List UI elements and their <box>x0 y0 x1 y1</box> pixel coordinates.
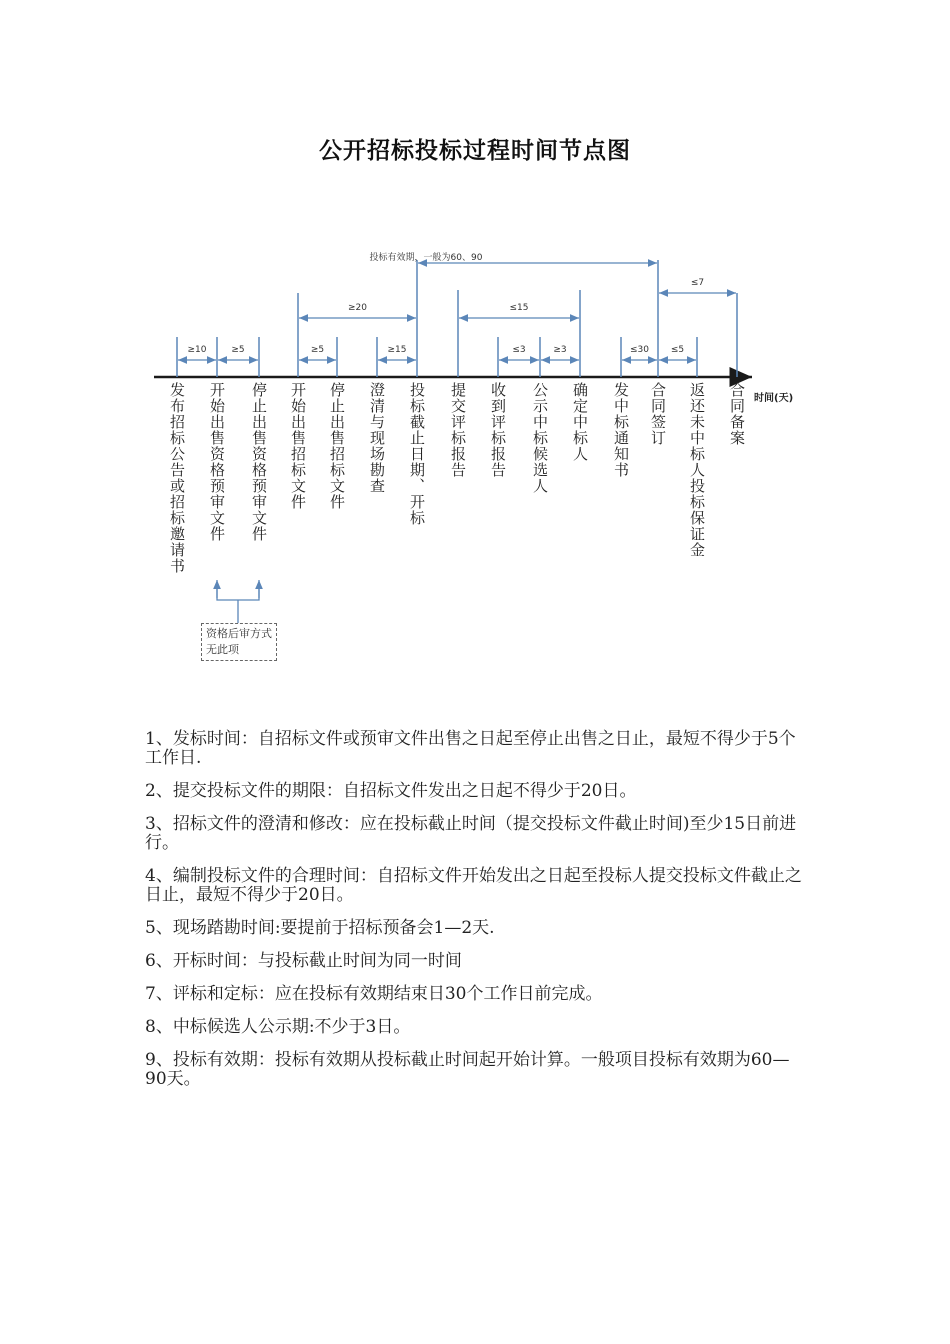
milestone-label: 发中标通知书 <box>612 382 630 478</box>
note-item: 4、编制投标文件的合理时间：自招标文件开始发出之日起至投标人提交投标文件截止之日止，最短不得少于20日。 <box>145 866 802 905</box>
note-bracket <box>217 587 259 600</box>
milestone-label: 澄清与现场勘查 <box>368 382 386 494</box>
milestone-label: 合同签订 <box>649 382 667 446</box>
span-label: ≥15 <box>387 345 407 355</box>
note-item: 5、现场踏勘时间:要提前于招标预备会1—2天. <box>145 918 495 938</box>
span-label: ≤3 <box>512 345 526 355</box>
note-item: 9、投标有效期：投标有效期从投标截止时间起开始计算。一般项目投标有效期为60—90天。 <box>145 1050 790 1089</box>
span-label: ≥5 <box>310 345 325 355</box>
span-label: ≥5 <box>231 345 245 355</box>
span-label: ≤5 <box>670 345 685 355</box>
note-item: 3、招标文件的澄清和修改：应在投标截止时间（提交投标文件截止时间)至少15日前进行。 <box>145 814 797 853</box>
timeline-diagram <box>140 230 820 700</box>
note-item: 6、开标时间：与投标截止时间为同一时间 <box>145 951 462 971</box>
note-box: 资格后审方式无此项 <box>201 623 277 661</box>
milestone-label: 停止出售资格预审文件 <box>250 382 268 542</box>
axis-label: 时间(天) <box>754 393 794 404</box>
milestone-label: 发布招标公告或招标邀请书 <box>168 382 186 574</box>
milestone-label: 投标截止日期、开标 <box>408 382 426 526</box>
page-title: 公开招标投标过程时间节点图 <box>319 138 631 164</box>
milestone-label: 返还未中标人投标保证金 <box>688 382 706 558</box>
note-item: 7、评标和定标：应在投标有效期结束日30个工作日前完成。 <box>145 984 603 1004</box>
milestone-label: 开始出售资格预审文件 <box>208 382 226 542</box>
milestone-label: 开始出售招标文件 <box>289 382 307 510</box>
note-item: 2、提交投标文件的期限：自招标文件发出之日起不得少于20日。 <box>145 781 637 801</box>
milestone-label: 收到评标报告 <box>489 382 507 478</box>
milestone-label: 公示中标候选人 <box>531 382 549 494</box>
span-label: ≥3 <box>553 345 567 355</box>
milestone-label: 确定中标人 <box>571 382 589 462</box>
span-label: ≤30 <box>630 345 649 355</box>
span-label: ≤15 <box>509 303 529 313</box>
notes-list <box>145 730 810 1103</box>
milestone-label: 合同备案 <box>728 382 746 446</box>
milestone-label: 停止出售招标文件 <box>328 382 346 510</box>
note-item: 8、中标候选人公示期:不少于3日。 <box>145 1017 411 1037</box>
span-label: ≥20 <box>348 303 367 313</box>
span-label: ≥10 <box>187 345 207 355</box>
span-label: ≤7 <box>690 278 705 288</box>
span-label: 投标有效期，一般为60、90 <box>369 253 483 263</box>
milestone-label: 提交评标报告 <box>449 382 467 478</box>
note-item: 1、发标时间：自招标文件或预审文件出售之日起至停止出售之日止，最短不得少于5个工作日. <box>145 729 796 768</box>
